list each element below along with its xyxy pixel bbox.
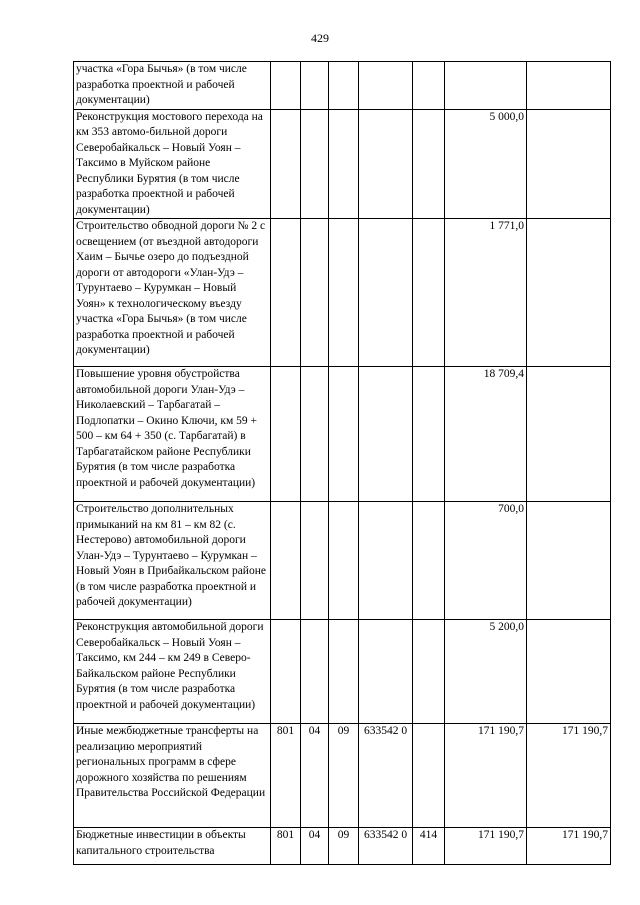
row-c4-cell	[359, 62, 413, 110]
budget-table	[73, 61, 611, 865]
row-name-cell: Реконструкция автомобильной дороги Северобайкальск – Новый Уоян – Таксимо, км 244 – км 249 в Северо-Байкальском районе Республики Бурятия (в том числе разработка проектной и рабочей документации)	[74, 620, 271, 724]
row-c4-cell: 633542 0	[359, 724, 413, 828]
row-c5-cell	[413, 724, 445, 828]
row-c3-cell	[329, 219, 359, 367]
row-c1-cell	[271, 109, 301, 219]
row-c4-cell	[359, 109, 413, 219]
row-c6-cell: 171 190,7	[445, 828, 527, 865]
row-c7-cell: 171 190,7	[527, 828, 611, 865]
row-c2-cell	[301, 109, 329, 219]
table-row	[74, 62, 611, 110]
row-c1-cell	[271, 502, 301, 620]
row-c5-cell: 414	[413, 828, 445, 865]
row-c7-cell	[527, 620, 611, 724]
row-c4-cell: 633542 0	[359, 828, 413, 865]
row-name-cell: Реконструкция мостового перехода на км 353 автомо-бильной дороги Северобайкальск – Новый Уоян – Таксимо в Муйском районе Республики Бурятия (в том числе разработка проектной и рабочей документации)	[74, 109, 271, 219]
row-c1-cell	[271, 62, 301, 110]
row-c4-cell	[359, 620, 413, 724]
row-name-cell: Строительство обводной дороги № 2 с освещением (от въездной автодороги Хаим – Бычье озеро до подъездной дороги от автодороги «Улан-Удэ – Турунтаево – Курумкан – Новый Уоян» к технологическому въезду участка «Гора Бычья» (в том числе разработка проектной и рабочей документации)	[74, 219, 271, 367]
row-c7-cell	[527, 502, 611, 620]
row-c7-cell	[527, 109, 611, 219]
row-c3-cell: 09	[329, 828, 359, 865]
row-c6-cell: 5 200,0	[445, 620, 527, 724]
row-c3-cell	[329, 62, 359, 110]
row-c3-cell	[329, 502, 359, 620]
row-c6-cell: 700,0	[445, 502, 527, 620]
row-c5-cell	[413, 219, 445, 367]
row-c4-cell	[359, 219, 413, 367]
row-c4-cell	[359, 367, 413, 502]
row-c1-cell	[271, 620, 301, 724]
page-number: 429	[311, 31, 329, 45]
row-c6-cell: 1 771,0	[445, 219, 527, 367]
row-c2-cell: 04	[301, 724, 329, 828]
row-c3-cell	[329, 109, 359, 219]
row-c6-cell	[445, 62, 527, 110]
table-row	[74, 620, 611, 724]
row-name-cell: участка «Гора Бычья» (в том числе разработка проектной и рабочей документации)	[74, 62, 271, 110]
row-c2-cell	[301, 62, 329, 110]
row-name-cell: Строительство дополнительных примыканий на км 81 – км 82 (с. Нестерово) автомобильной дороги Улан-Удэ – Турунтаево – Курумкан – Новый Уоян в Прибайкальском районе (в том числе разработка проектной и рабочей документации)	[74, 502, 271, 620]
row-c3-cell	[329, 367, 359, 502]
row-c7-cell	[527, 367, 611, 502]
row-c2-cell	[301, 620, 329, 724]
row-c6-cell: 5 000,0	[445, 109, 527, 219]
row-c7-cell	[527, 62, 611, 110]
row-c5-cell	[413, 502, 445, 620]
row-c6-cell: 171 190,7	[445, 724, 527, 828]
row-c2-cell	[301, 219, 329, 367]
row-name-cell: Бюджетные инвестиции в объекты капитального строительства	[74, 828, 271, 865]
table-row	[74, 219, 611, 367]
table-row	[74, 828, 611, 865]
row-c1-cell	[271, 219, 301, 367]
row-c5-cell	[413, 367, 445, 502]
row-name-cell: Повышение уровня обустройства автомобильной дороги Улан-Удэ – Николаевский – Тарбагатай – Подлопатки – Окино Ключи, км 59 + 500 – км 64 + 350 (с. Тарбагатай) в Тарбагатайском районе Республики Бурятия (в том числе разработка проектной и рабочей документации)	[74, 367, 271, 502]
row-c6-cell: 18 709,4	[445, 367, 527, 502]
row-c4-cell	[359, 502, 413, 620]
table-row	[74, 724, 611, 828]
row-c3-cell	[329, 620, 359, 724]
row-c1-cell: 801	[271, 828, 301, 865]
row-c5-cell	[413, 109, 445, 219]
row-c2-cell: 04	[301, 828, 329, 865]
row-name-cell: Иные межбюджетные трансферты на реализацию мероприятий региональных программ в сфере дорожного хозяйства по решениям Правительства Российской Федерации	[74, 724, 271, 828]
row-c5-cell	[413, 62, 445, 110]
table-row	[74, 502, 611, 620]
table-row	[74, 109, 611, 219]
row-c7-cell	[527, 219, 611, 367]
row-c1-cell	[271, 367, 301, 502]
row-c3-cell: 09	[329, 724, 359, 828]
table-row	[74, 367, 611, 502]
row-c7-cell: 171 190,7	[527, 724, 611, 828]
row-c2-cell	[301, 367, 329, 502]
row-c2-cell	[301, 502, 329, 620]
row-c1-cell: 801	[271, 724, 301, 828]
row-c5-cell	[413, 620, 445, 724]
